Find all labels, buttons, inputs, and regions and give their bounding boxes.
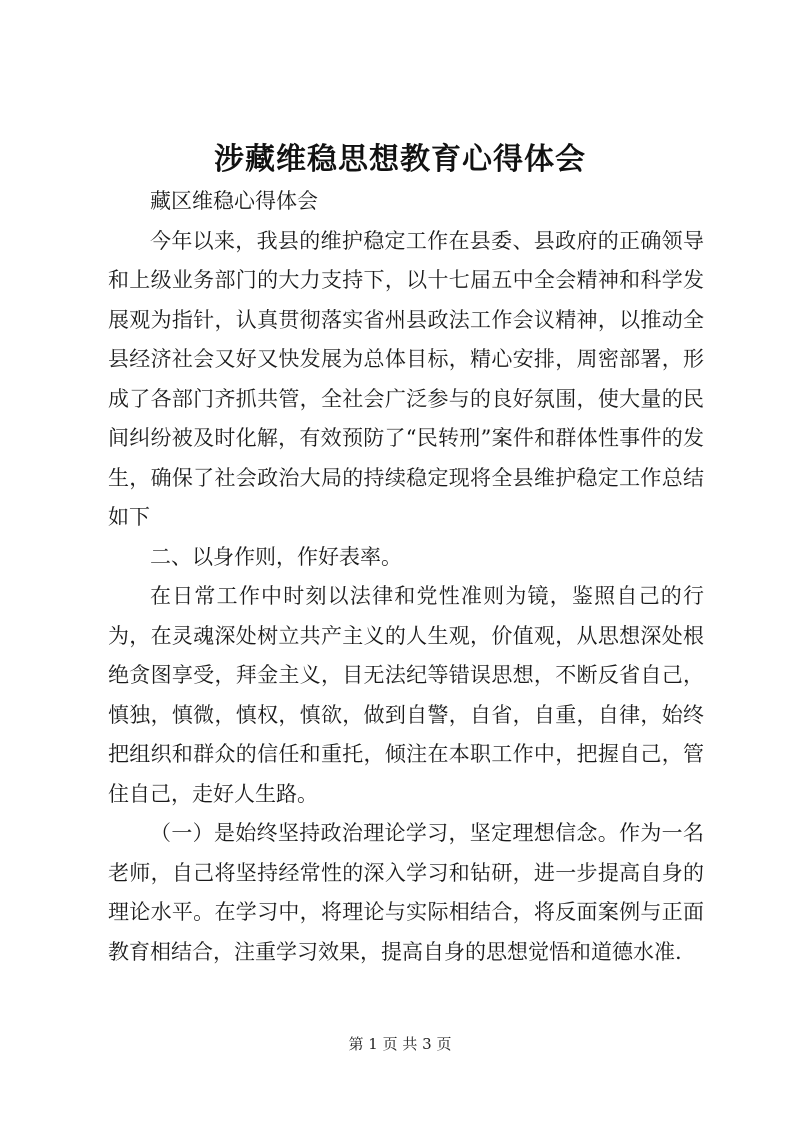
paragraph: 在日常工作中时刻以法律和党性准则为镜，鉴照自己的行为，在灵魂深处树立共产主义的人生观，价值观，从思想深处根绝贪图享受，拜金主义，目无法纪等错误思想，不断反省自己，慎独，慎微，慎权，慎欲，做到自警，自省，自重，自律，始终把组织和群众的信任和重托，倾注在本职工作中，把握自己，管住自己，走好人生路。 xyxy=(108,584,704,806)
paragraph-subtitle: 藏区维稳心得体会 xyxy=(150,189,318,213)
section-heading: 二、以身作则，作好表率。 xyxy=(150,544,402,569)
paragraph: （一）是始终坚持政治理论学习，坚定理想信念。作为一名老师，自己将坚持经常性的深入学习和钻研，进一步提高自身的理论水平。在学习中，将理论与实际相结合，将反面案例与正面教育相结合，注重学习效果，提高自身的思想觉悟和道德水准. xyxy=(108,821,704,964)
page-number-footer: 第 1 页 共 3 页 xyxy=(348,1035,452,1053)
paragraph: 今年以来，我县的维护稳定工作在县委、县政府的正确领导和上级业务部门的大力支持下，以十七届五中全会精神和科学发展观为指针，认真贯彻落实省州县政法工作会议精神，以推动全县经济社会又好又快发展为总体目标，精心安排，周密部署，形成了各部门齐抓共管，全社会广泛参与的良好氛围，使大量的民间纠纷被及时化解，有效预防了“民转刑”案件和群体性事件的发生，确保了社会政治大局的持续稳定现将全县维护稳定工作总结如下 xyxy=(108,228,704,529)
document-title: 涉藏维稳思想教育心得体会 xyxy=(214,142,586,177)
document-body xyxy=(108,182,704,972)
